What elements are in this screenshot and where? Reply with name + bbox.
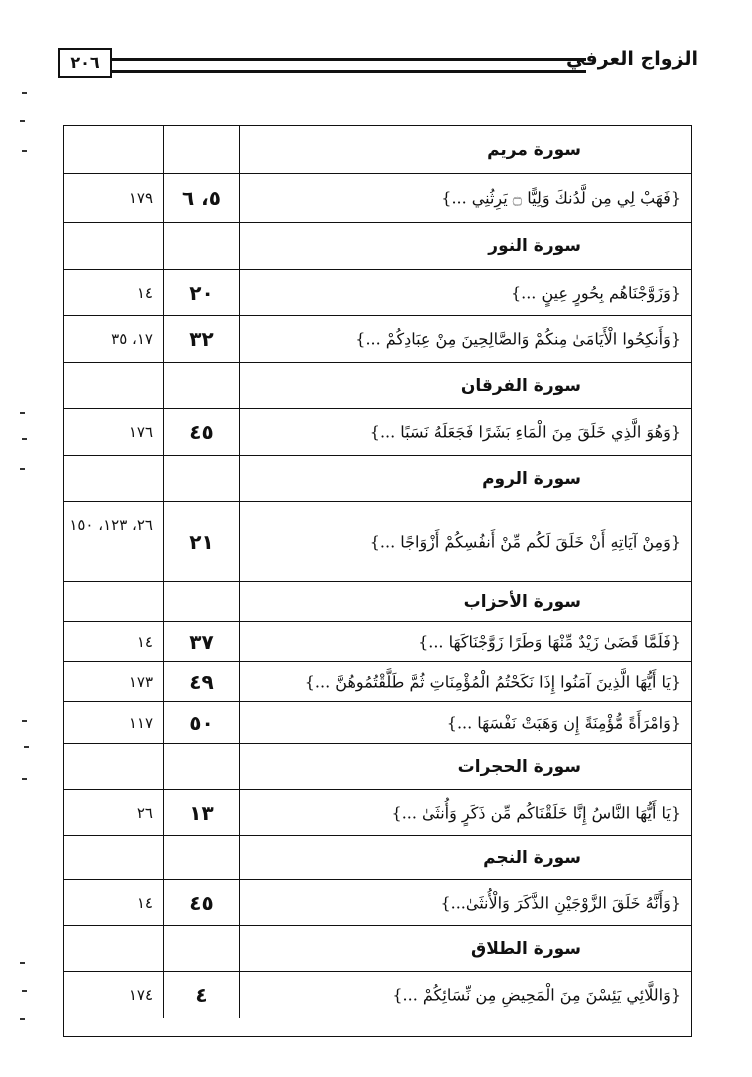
page-ref-cell bbox=[64, 223, 164, 269]
verse-text: {فَهَبْ لِي مِن لَّدُنكَ وَلِيًّا ۝ يَرِثُنِي ...} bbox=[441, 188, 681, 208]
scan-speck bbox=[20, 412, 25, 414]
scan-speck bbox=[22, 92, 27, 94]
page-ref-cell bbox=[64, 702, 164, 743]
ayah-number-cell bbox=[164, 456, 240, 501]
verse-cell bbox=[240, 790, 691, 835]
running-header bbox=[58, 44, 698, 84]
verse-row bbox=[64, 622, 691, 662]
page-ref-cell bbox=[64, 744, 164, 789]
verse-row bbox=[64, 790, 691, 836]
verse-cell bbox=[240, 926, 691, 971]
surah-title: سورة النجم bbox=[483, 847, 581, 868]
ayah-number: ٢١ bbox=[189, 529, 214, 554]
surah-title: سورة الأحزاب bbox=[463, 591, 581, 612]
verse-row bbox=[64, 662, 691, 702]
page-ref-cell bbox=[64, 836, 164, 879]
verse-row bbox=[64, 702, 691, 744]
ayah-number: ٣٧ bbox=[189, 629, 214, 654]
ayah-number-cell bbox=[164, 744, 240, 789]
ayah-number: ٣٢ bbox=[189, 327, 214, 351]
verse-cell bbox=[240, 409, 691, 455]
verse-cell bbox=[240, 582, 691, 621]
surah-heading-row bbox=[64, 363, 691, 409]
ayah-number-cell bbox=[164, 926, 240, 971]
ayah-number-cell bbox=[164, 836, 240, 879]
page-ref-cell bbox=[64, 270, 164, 315]
ayah-number-cell bbox=[164, 972, 240, 1018]
ayah-number: ٤٥ bbox=[189, 420, 214, 444]
scan-speck bbox=[22, 438, 27, 440]
verse-cell bbox=[240, 174, 691, 222]
page-ref-cell bbox=[64, 316, 164, 362]
ayah-number-cell bbox=[164, 622, 240, 661]
verse-cell bbox=[240, 662, 691, 701]
book-title: الزواج العرفي bbox=[566, 48, 698, 70]
page-reference: ٢٦ bbox=[136, 803, 153, 822]
surah-title: سورة الروم bbox=[482, 468, 581, 489]
verse-cell bbox=[240, 223, 691, 269]
page-ref-cell bbox=[64, 790, 164, 835]
ayah-number: ٤٥ bbox=[189, 890, 214, 915]
surah-title: سورة الفرقان bbox=[460, 375, 581, 396]
verse-cell bbox=[240, 126, 691, 173]
verse-cell bbox=[240, 270, 691, 315]
verse-text: {وَأَنَّهُ خَلَقَ الزَّوْجَيْنِ الذَّكَرَ وَالْأُنثَىٰ...} bbox=[440, 893, 681, 912]
verse-cell bbox=[240, 972, 691, 1018]
verse-text: {فَلَمَّا قَضَىٰ زَيْدٌ مِّنْهَا وَطَرًا زَوَّجْنَاكَهَا ...} bbox=[418, 632, 681, 651]
scan-speck bbox=[22, 720, 27, 722]
page-ref-cell bbox=[64, 926, 164, 971]
ayah-number-cell bbox=[164, 270, 240, 315]
verse-text: {وَأَنكِحُوا الْأَيَامَىٰ مِنكُمْ وَالصَّالِحِينَ مِنْ عِبَادِكُمْ ...} bbox=[355, 329, 681, 349]
verse-text: {وَهُوَ الَّذِي خَلَقَ مِنَ الْمَاءِ بَشَرًا فَجَعَلَهُ نَسَبًا ...} bbox=[369, 422, 681, 442]
scan-speck bbox=[20, 468, 25, 470]
surah-title: سورة الحجرات bbox=[457, 756, 581, 777]
surah-heading-row bbox=[64, 126, 691, 174]
page-reference: ١٧٦ bbox=[128, 423, 153, 441]
ayah-number-cell bbox=[164, 126, 240, 173]
page-ref-cell bbox=[64, 880, 164, 925]
ayah-number-cell bbox=[164, 223, 240, 269]
surah-heading-row bbox=[64, 836, 691, 880]
page-ref-cell bbox=[64, 126, 164, 173]
header-rule bbox=[110, 58, 586, 73]
scan-speck bbox=[20, 962, 25, 964]
surah-heading-row bbox=[64, 223, 691, 270]
page-reference: ١٤ bbox=[136, 893, 153, 912]
ayah-number: ١٣ bbox=[189, 800, 214, 825]
ayah-number: ٤ bbox=[195, 983, 208, 1007]
ayah-number-cell bbox=[164, 582, 240, 621]
page-ref-cell bbox=[64, 662, 164, 701]
ayah-number-cell bbox=[164, 880, 240, 925]
scan-speck bbox=[20, 120, 25, 122]
verse-text: {يَا أَيُّهَا الَّذِينَ آمَنُوا إِذَا نَكَحْتُمُ الْمُؤْمِنَاتِ ثُمَّ طَلَّقْتُمُوهُنَّ ...} bbox=[304, 672, 681, 691]
verse-cell bbox=[240, 316, 691, 362]
surah-heading-row bbox=[64, 926, 691, 972]
page-ref-cell bbox=[64, 456, 164, 501]
page-ref-cell bbox=[64, 363, 164, 408]
page-ref-cell bbox=[64, 409, 164, 455]
scan-speck bbox=[22, 990, 27, 992]
ayah-number-cell bbox=[164, 702, 240, 743]
ayah-number-cell bbox=[164, 662, 240, 701]
scan-speck bbox=[24, 746, 29, 748]
ayah-number: ٥، ٦ bbox=[182, 186, 221, 210]
ayah-number-cell bbox=[164, 174, 240, 222]
ayah-number: ٥٠ bbox=[189, 710, 214, 735]
verse-cell bbox=[240, 456, 691, 501]
ayah-number: ٤٩ bbox=[189, 669, 214, 694]
surah-title: سورة مريم bbox=[487, 139, 581, 160]
page-number: ٢٠٦ bbox=[58, 48, 112, 78]
surah-title: سورة الطلاق bbox=[471, 938, 581, 959]
verse-row bbox=[64, 409, 691, 456]
page-reference: ٢٦، ١٢٣، ١٥٠ bbox=[69, 516, 153, 534]
page-reference: ١٧، ٣٥ bbox=[111, 330, 153, 348]
surah-heading-row bbox=[64, 582, 691, 622]
page-ref-cell bbox=[64, 622, 164, 661]
page-ref-cell bbox=[64, 174, 164, 222]
ayah-number-cell bbox=[164, 502, 240, 581]
verse-row bbox=[64, 316, 691, 363]
scan-speck bbox=[22, 778, 27, 780]
page-reference: ١٤ bbox=[136, 283, 153, 302]
verse-cell bbox=[240, 622, 691, 661]
verse-row bbox=[64, 174, 691, 223]
page-ref-cell bbox=[64, 582, 164, 621]
ayah-number: ٢٠ bbox=[189, 280, 214, 305]
ayah-number-cell bbox=[164, 363, 240, 408]
verse-cell bbox=[240, 363, 691, 408]
surah-title: سورة النور bbox=[488, 236, 581, 256]
verse-cell bbox=[240, 702, 691, 743]
verse-row bbox=[64, 972, 691, 1018]
verse-row bbox=[64, 270, 691, 316]
verse-row bbox=[64, 502, 691, 582]
ayah-number-cell bbox=[164, 790, 240, 835]
page-reference: ١١٧ bbox=[128, 713, 153, 732]
verse-cell bbox=[240, 836, 691, 879]
page-ref-cell bbox=[64, 972, 164, 1018]
verse-cell bbox=[240, 502, 691, 581]
surah-heading-row bbox=[64, 456, 691, 502]
verse-text: {يَا أَيُّهَا النَّاسُ إِنَّا خَلَقْنَاكُم مِّن ذَكَرٍ وَأُنثَىٰ ...} bbox=[391, 803, 681, 822]
page-reference: ١٧٣ bbox=[128, 672, 153, 691]
verse-text: {وَاللَّائِي يَئِسْنَ مِنَ الْمَحِيضِ مِن نِّسَائِكُمْ ...} bbox=[392, 985, 681, 1005]
verse-cell bbox=[240, 880, 691, 925]
verse-text: {وَمِنْ آيَاتِهِ أَنْ خَلَقَ لَكُم مِّنْ أَنفُسِكُمْ أَزْوَاجًا ...} bbox=[369, 532, 681, 551]
page-reference: ١٧٤ bbox=[128, 986, 153, 1004]
page-reference: ١٤ bbox=[136, 632, 153, 651]
verse-index-table bbox=[63, 125, 692, 1037]
verse-row bbox=[64, 880, 691, 926]
verse-text: {وَزَوَّجْنَاهُم بِحُورٍ عِينٍ ...} bbox=[510, 283, 681, 302]
scan-speck bbox=[20, 1018, 25, 1020]
page-ref-cell bbox=[64, 502, 164, 581]
ayah-number-cell bbox=[164, 316, 240, 362]
surah-heading-row bbox=[64, 744, 691, 790]
verse-text: {وَامْرَأَةً مُّؤْمِنَةً إِن وَهَبَتْ نَفْسَهَا ...} bbox=[446, 713, 681, 732]
verse-cell bbox=[240, 744, 691, 789]
page-reference: ١٧٩ bbox=[128, 189, 153, 207]
ayah-number-cell bbox=[164, 409, 240, 455]
scan-speck bbox=[22, 150, 27, 152]
